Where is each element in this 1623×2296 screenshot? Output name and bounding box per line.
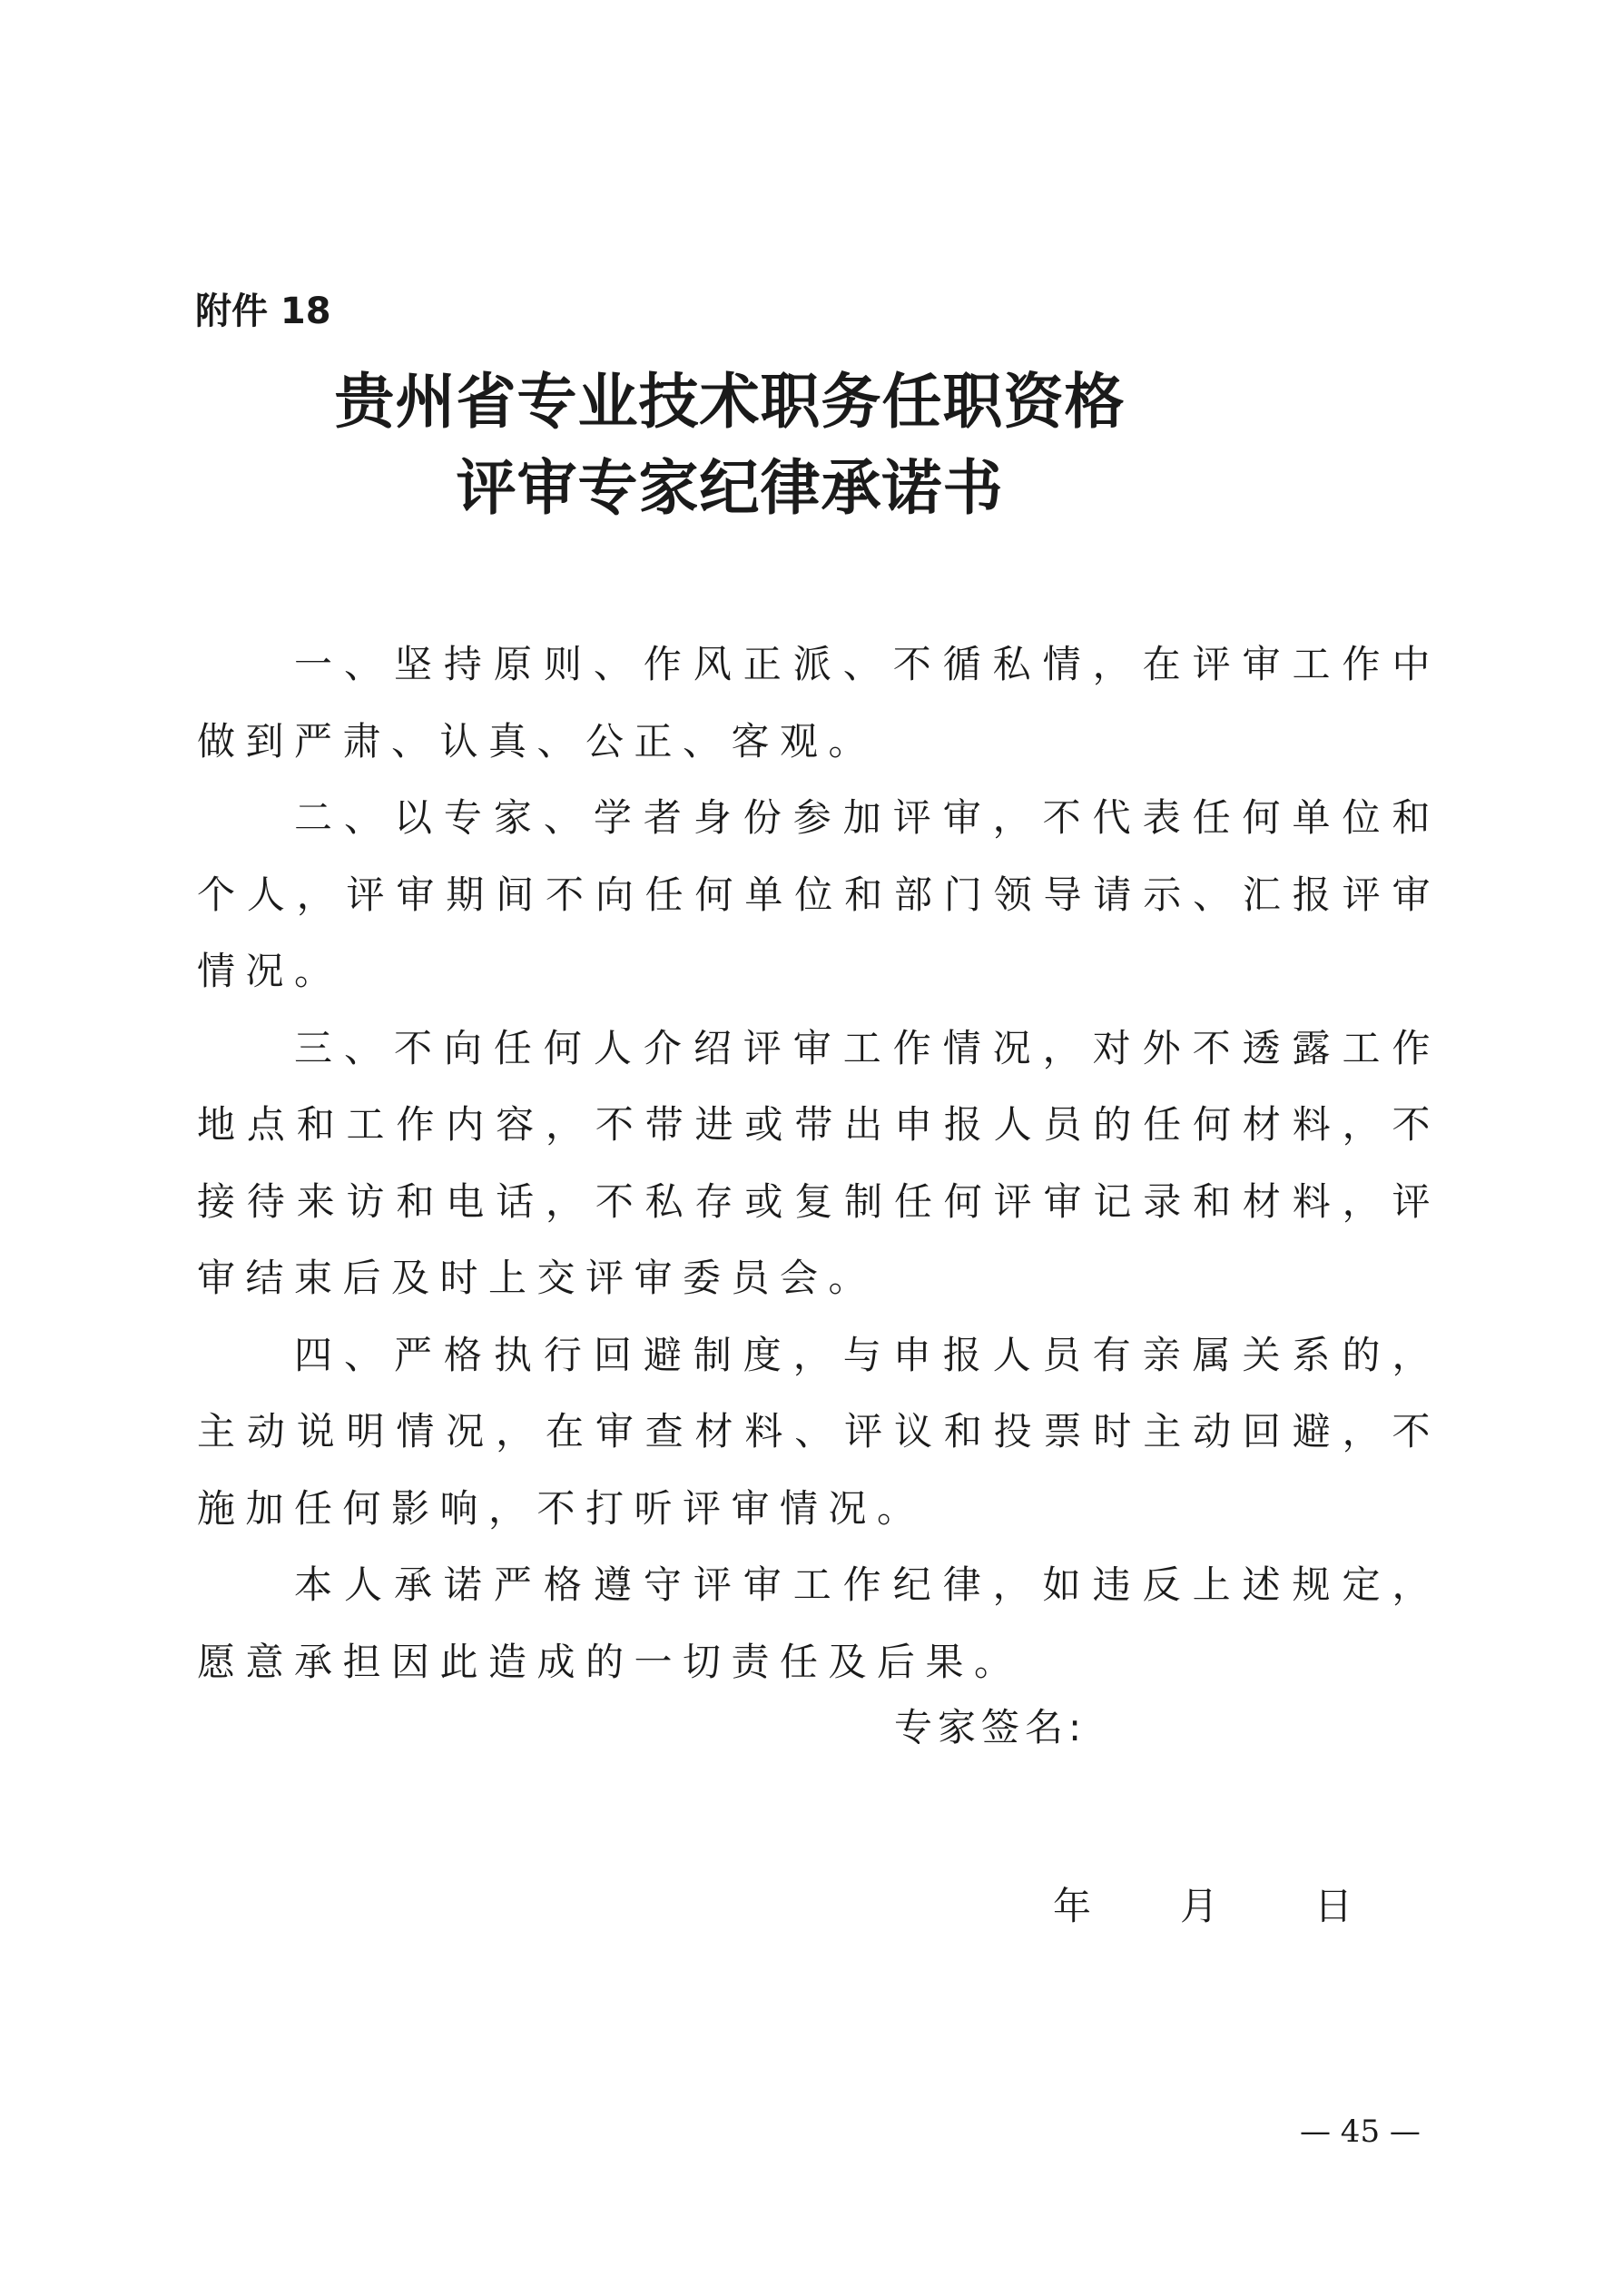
document-body (197, 626, 1441, 1700)
paragraph-3: 三、不向任何人介绍评审工作情况，对外不透露工作地点和工作内容，不带进或带出申报人员的任何材料，不接待来访和电话，不私存或复制任何评审记录和材料，评审结束后及时上交评审委员会。 (197, 1025, 1441, 1300)
paragraph-5: 本人承诺严格遵守评审工作纪律，如违反上述规定，愿意承担因此造成的一切责任及后果。 (197, 1562, 1441, 1684)
paragraph-2: 二、以专家、学者身份参加评审，不代表任何单位和个人，评审期间不向任何单位和部门领导请示、汇报评审情况。 (197, 795, 1441, 993)
date-year-label: 年 (1053, 1884, 1092, 1928)
date-day-label: 日 (1314, 1884, 1353, 1928)
document-title-line-2: 评审专家纪律承诺书 (456, 452, 1004, 523)
attachment-label: 附件 18 (195, 291, 331, 332)
date-month-label: 月 (1180, 1884, 1219, 1928)
paragraph-1: 一、坚持原则、作风正派、不循私情，在评审工作中做到严肃、认真、公正、客观。 (197, 642, 1441, 764)
signature-label: 专家签名: (894, 1705, 1087, 1749)
page-number: — 45 — (1300, 2114, 1421, 2150)
paragraph-4: 四、严格执行回避制度，与申报人员有亲属关系的，主动说明情况，在审查材料、评议和投票时主动回避，不施加任何影响，不打听评审情况。 (197, 1332, 1441, 1531)
document-title-line-1: 贵州省专业技术职务任职资格 (334, 366, 1126, 437)
